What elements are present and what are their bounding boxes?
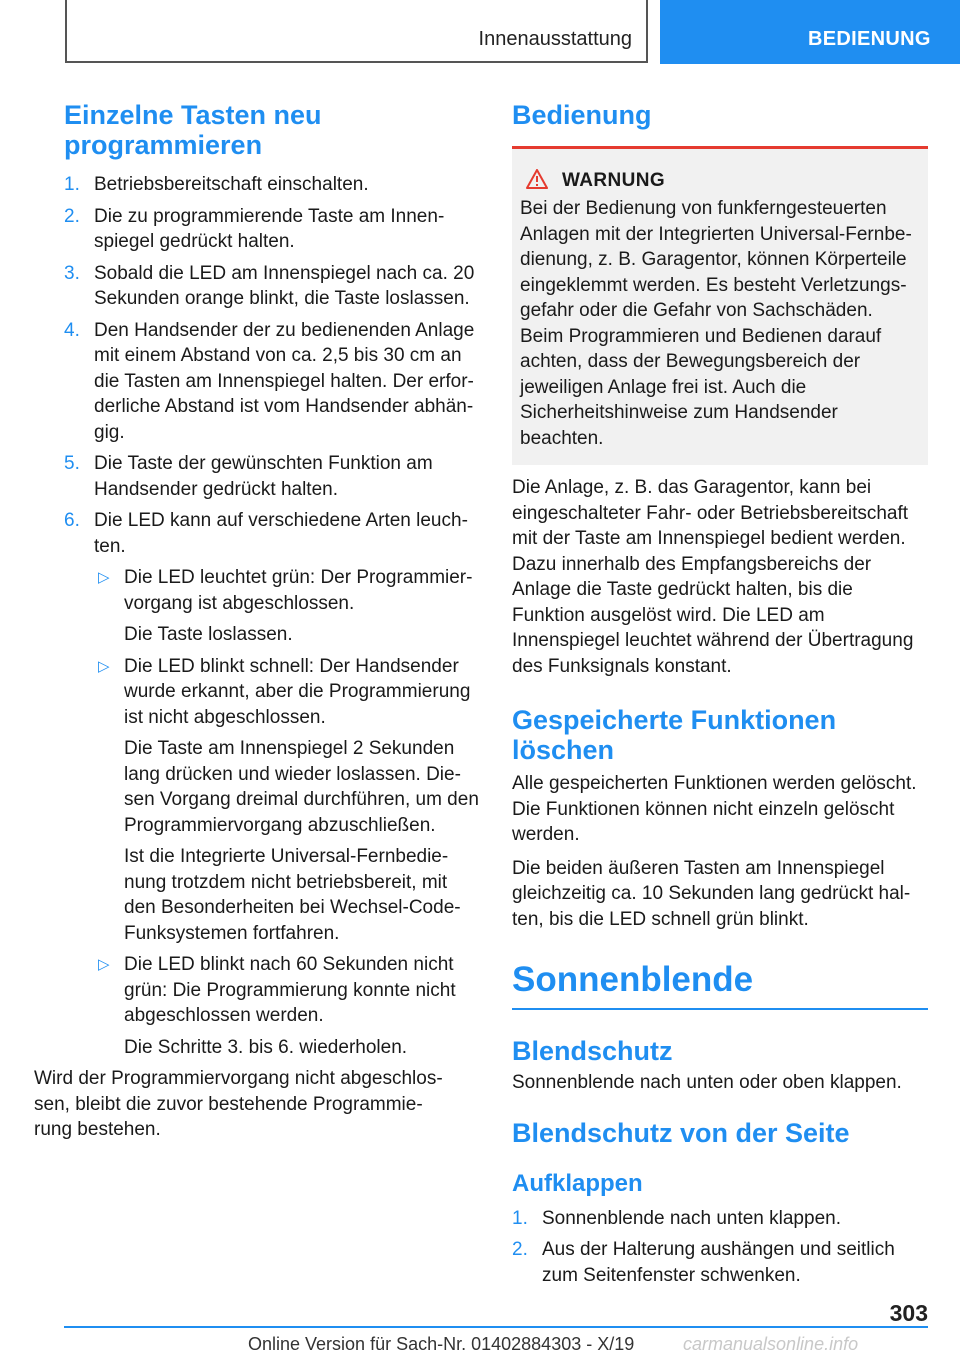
warning-title: WARNUNG xyxy=(520,169,920,192)
footer-version: Online Version für Sach-Nr. 01402884303 - X/19 xyxy=(248,1334,635,1354)
left-column xyxy=(34,100,484,1143)
glare-paragraph: Sonnenblende nach unten oder oben klappen. xyxy=(512,1072,902,1093)
delete-paragraph-1: Alle gespeicherten Funktionen werden gelöscht. Die Funktionen können nicht einzeln gelöscht werden. xyxy=(512,773,917,845)
list-item: 1. Sonnenblende nach unten klappen. xyxy=(512,1207,841,1229)
fold-steps xyxy=(512,1206,928,1289)
heading-operation: Bedienung xyxy=(512,100,652,130)
right-column xyxy=(512,100,928,1294)
watermark: carmanualsonline.info xyxy=(683,1334,859,1354)
list-item: ▷ Die LED blinkt nach 60 Sekunden nicht grün: Die Programmierung konnte nicht abgeschlossen werden. Die Schritte 3. bis 6. wiederholen. xyxy=(98,954,456,1058)
warning-triangle-icon xyxy=(526,169,548,189)
list-item: 2. Aus der Halterung aushängen und seitlich zum Seitenfenster schwenken. xyxy=(512,1239,895,1286)
list-item: ▷ Die LED leuchtet grün: Der Programmiervorgang ist abgeschlossen. Die Taste loslassen. xyxy=(98,567,473,645)
led-status-list xyxy=(94,565,484,1060)
triangle-bullet-icon: ▷ xyxy=(98,956,110,973)
list-item: 4. Den Handsender der zu bedienenden Anlage mit einem Abstand von ca. 2,5 bis 30 cm an die Tasten am Innenspiegel halten. Der erforderliche Abstand ist vom Handsender abhängig. xyxy=(64,319,475,443)
warning-box xyxy=(512,146,928,465)
heading-sun-visor: Sonnenblende xyxy=(512,960,754,999)
list-item: ▷ Die LED blinkt schnell: Der Handsender wurde erkannt, aber die Programmierung ist nicht abgeschlossen. Die Taste am Innenspiegel 2 Sekunden lang drücken und wieder loslassen. Diesen Vorgang dreimal durchführen, um den Programmiervorgang abzuschließen. Ist die Integrierte Universal-Fernbedienung trotzdem nicht betriebsbereit, mit den Besonderheiten bei Wechsel-Code-Funksystemen fortfahren. xyxy=(98,655,479,944)
footer-divider xyxy=(64,1326,928,1328)
warning-text: Bei der Bedienung von funkferngesteuerten Anlagen mit der Integrierten Universal-Fernbedienung, z. B. Garagentor, können Körperteile eingeklemmt werden. Es besteht Verletzungsgefahr oder die Gefahr von Sachschäden. Beim Programmieren und Bedienen darauf achten, dass der Bewegungsbereich der jeweiligen Anlage frei ist. Auch die Sicherheitshinweise zum Handsender beachten. xyxy=(520,198,912,449)
page-number: 303 xyxy=(889,1300,928,1326)
heading-side-glare: Blendschutz von der Seite xyxy=(512,1117,850,1148)
chapter-tab xyxy=(660,0,960,64)
chapter-title: BEDIENUNG xyxy=(808,28,931,50)
triangle-bullet-icon: ▷ xyxy=(98,569,110,586)
reprogram-steps xyxy=(64,172,484,1060)
section-title: Innenausstattung xyxy=(478,28,632,50)
list-item: 1. Betriebsbereitschaft einschalten. xyxy=(64,174,369,195)
heading-fold-out: Aufklappen xyxy=(512,1169,643,1197)
list-item: 2. Die zu programmierende Taste am Innenspiegel gedrückt halten. xyxy=(64,205,445,252)
usage-paragraph: Die Anlage, z. B. das Garagentor, kann bei eingeschalteter Fahr- oder Betriebsbereitschaft mit der Taste am Innenspiegel bedient werden. Dazu innerhalb des Empfangsbereichs der Anlage die Taste gedrückt halten, bis die Funktion ausgelöst wird. Die LED am Innenspiegel leuchtet während der Übertragung des Funksignals konstant. xyxy=(512,477,914,677)
heading-reprogram: Einzelne Tasten neu programmieren xyxy=(64,100,322,160)
heading-delete-functions: Gespeicherte Funktionen löschen xyxy=(512,705,837,765)
section-divider xyxy=(512,1008,928,1010)
heading-glare-protection: Blendschutz xyxy=(512,1036,673,1066)
page-header xyxy=(0,0,960,66)
section-tab xyxy=(65,0,648,63)
closing-paragraph: Wird der Programmiervorgang nicht abgeschlossen, bleibt die zuvor bestehende Programmierung bestehen. xyxy=(34,1068,443,1140)
list-item: 5. Die Taste der gewünschten Funktion am Handsender gedrückt halten. xyxy=(64,453,433,500)
delete-paragraph-2: Die beiden äußeren Tasten am Innenspiegel gleichzeitig ca. 10 Sekunden lang gedrückt halten, bis die LED schnell grün blinkt. xyxy=(512,857,911,930)
triangle-bullet-icon: ▷ xyxy=(98,657,110,675)
list-item: 6. Die LED kann auf verschiedene Arten leuchten. ▷ Die LED leuchtet grün: Der Programmiervorgang ist abgeschlossen. Die Taste loslassen. ▷ Die LED blinkt schnell: Der Handsender wurde erkannt, aber die Programmierung ist nicht abgeschlossen. Die Taste am Innenspiegel 2 Sekunden lang drücken und wieder loslassen. Diesen Vorgang dreimal durchführen, um den Programmiervorgang abzuschließen. Ist die Integrierte Universal-Fernbedienung trotzdem nicht betriebsbereit, mit den Besonderheiten bei Wechsel-Code-Funksystemen fortfahren. ▷ Die LED blinkt nach 60 Sekunden nicht grün: Die Programmierung konnte nicht abgeschlossen werden. Die Schritte 3. bis 6. wiederholen. xyxy=(64,508,484,1060)
list-item: 3. Sobald die LED am Innenspiegel nach ca. 20 Sekunden orange blinkt, die Taste loslassen. xyxy=(64,262,475,309)
